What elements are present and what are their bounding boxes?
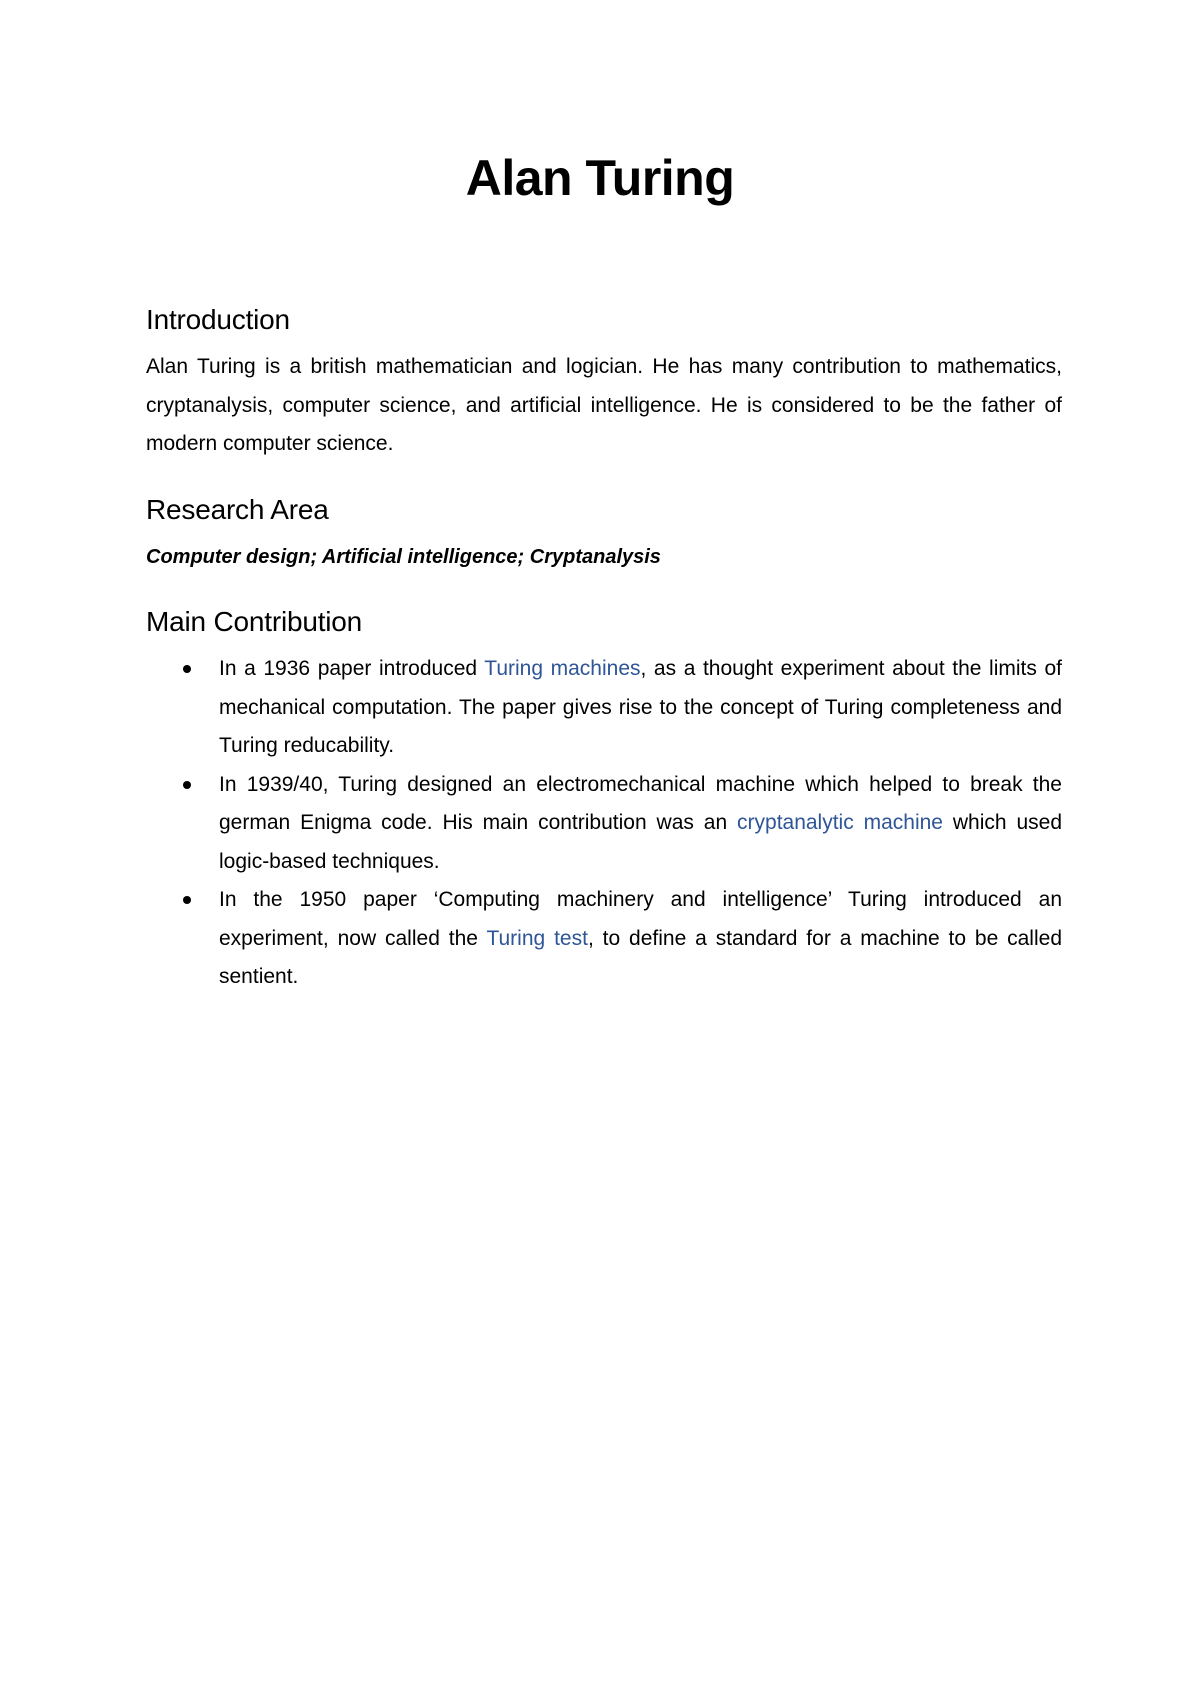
contribution-list <box>146 650 1062 997</box>
main-contribution-heading: Main Contribution <box>146 606 363 637</box>
contribution-text: In the 1950 paper ‘Computing machinery and intelligence’ Turing introduced an experiment, now called the <box>219 888 1062 950</box>
bullet-icon <box>183 665 191 673</box>
contribution-text: which used logic-based techniques. <box>219 811 1063 873</box>
document-body <box>146 300 1062 997</box>
contribution-text: , as a thought experiment about the limits of mechanical computation. The paper gives rise to the concept of Turing completeness and Turing reducability. <box>219 657 1062 757</box>
contribution-text: In 1939/40, Turing designed an electromechanical machine which helped to break the german Enigma code. His main contribution was an <box>219 772 1062 834</box>
cryptanalytic-machine-link[interactable]: cryptanalytic machine <box>737 811 943 834</box>
introduction-paragraph: Alan Turing is a british mathematician and logician. He has many contribution to mathematics, cryptanalysis, computer science, and artificial intelligence. He is considered to be the father of modern computer science. <box>146 355 1062 455</box>
contribution-item-1939 <box>146 766 1062 882</box>
contribution-text: In a 1936 paper introduced <box>219 657 485 680</box>
research-area-text: Computer design; Artificial intelligence; Cryptanalysis <box>146 545 661 568</box>
turing-machines-link[interactable]: Turing machines <box>484 657 641 680</box>
turing-test-link[interactable]: Turing test <box>486 926 588 950</box>
contribution-item-1936 <box>146 650 1062 766</box>
introduction-heading: Introduction <box>146 304 290 335</box>
contribution-text: , to define a standard for a machine to be called sentient. <box>219 926 1063 988</box>
bullet-icon <box>183 781 191 789</box>
research-area-heading: Research Area <box>146 493 329 525</box>
document-title: Alan Turing <box>465 150 735 206</box>
bullet-icon <box>183 896 191 904</box>
contribution-item-1950 <box>146 881 1062 997</box>
